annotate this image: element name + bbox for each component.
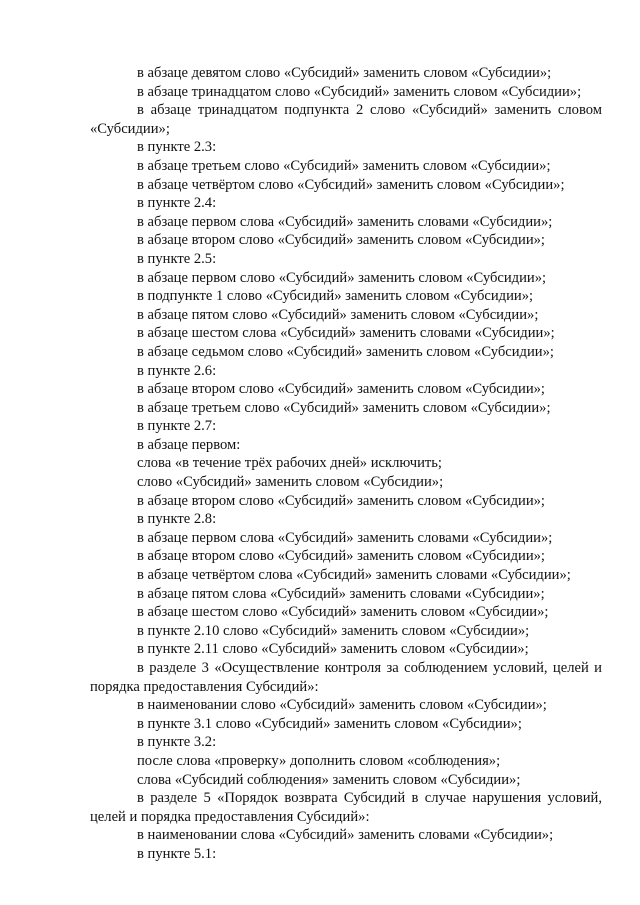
- paragraph: в абзаце втором слово «Субсидий» заменить словом «Субсидии»;: [137, 232, 545, 249]
- paragraph: в абзаце девятом слово «Субсидий» заменить словом «Субсидии»;: [137, 65, 552, 81]
- paragraph: в абзаце седьмом слово «Субсидий» заменить словом «Субсидии»;: [137, 343, 554, 360]
- paragraph: в абзаце втором слово «Субсидий» заменить словом «Субсидии»;: [137, 548, 545, 565]
- paragraph: слово «Субсидий» заменить словом «Субсидии»;: [137, 474, 444, 491]
- paragraph: в пункте 2.6:: [137, 362, 217, 379]
- paragraph: в пункте 2.10 слово «Субсидий» заменить словом «Субсидии»;: [137, 622, 530, 639]
- paragraph: в разделе 5 «Порядок возврата Субсидий в случае нарушения условий, целей и порядка предоставления Субсидий»:: [90, 790, 602, 825]
- paragraph: в абзаце первом:: [137, 436, 241, 453]
- paragraph: в абзаце втором слово «Субсидий» заменить словом «Субсидии»;: [137, 492, 545, 509]
- paragraph: в абзаце тринадцатом слово «Субсидий» заменить словом «Субсидии»;: [137, 83, 582, 100]
- paragraph: в пункте 2.8:: [137, 511, 217, 528]
- paragraph: в разделе 3 «Осуществление контроля за соблюдением условий, целей и порядка предоставления Субсидий»:: [90, 660, 602, 695]
- paragraph: в пункте 5.1:: [137, 845, 217, 862]
- paragraph: в абзаце первом слова «Субсидий» заменить словами «Субсидии»;: [137, 529, 553, 546]
- paragraph: в подпункте 1 слово «Субсидий» заменить словом «Субсидии»;: [137, 288, 534, 305]
- paragraph: слова «в течение трёх рабочих дней» исключить;: [137, 455, 442, 472]
- paragraph: в абзаце пятом слово «Субсидий» заменить словом «Субсидии»;: [137, 306, 539, 323]
- paragraph: в абзаце втором слово «Субсидий» заменить словом «Субсидии»;: [137, 381, 545, 398]
- paragraph: в наименовании слово «Субсидий» заменить словом «Субсидии»;: [137, 697, 547, 714]
- paragraph: в абзаце тринадцатом подпункта 2 слово «Субсидий» заменить словом «Субсидии»;: [90, 102, 602, 137]
- paragraph: в абзаце шестом слово «Субсидий» заменить словом «Субсидии»;: [137, 604, 549, 621]
- paragraph: после слова «проверку» дополнить словом «соблюдения»;: [137, 752, 501, 769]
- paragraph: в пункте 2.7:: [137, 418, 217, 435]
- paragraph: в абзаце третьем слово «Субсидий» заменить словом «Субсидии»;: [137, 157, 551, 174]
- paragraph: в пункте 2.11 слово «Субсидий» заменить словом «Субсидии»;: [137, 641, 529, 658]
- paragraph: в абзаце первом слова «Субсидий» заменить словами «Субсидии»;: [137, 213, 553, 230]
- paragraph: в пункте 2.3:: [137, 139, 217, 156]
- paragraph: в абзаце третьем слово «Субсидий» заменить словом «Субсидии»;: [137, 399, 551, 416]
- paragraph: в пункте 2.4:: [137, 195, 217, 212]
- paragraph: в абзаце первом слово «Субсидий» заменить словом «Субсидии»;: [137, 269, 547, 286]
- paragraph: в пункте 3.2:: [137, 734, 217, 751]
- paragraph: в абзаце шестом слова «Субсидий» заменить словами «Субсидии»;: [137, 325, 555, 342]
- paragraph: в абзаце четвёртом слово «Субсидий» заменить словом «Субсидии»;: [137, 176, 565, 193]
- paragraph: в пункте 3.1 слово «Субсидий» заменить словом «Субсидии»;: [137, 715, 522, 732]
- paragraph: в абзаце пятом слова «Субсидий» заменить словами «Субсидии»;: [137, 585, 545, 602]
- document-page: [90, 64, 602, 864]
- paragraph: в пункте 2.5:: [137, 250, 217, 267]
- paragraph: слова «Субсидий соблюдения» заменить словом «Субсидии»;: [137, 771, 521, 788]
- paragraph: в наименовании слова «Субсидий» заменить словами «Субсидии»;: [137, 827, 554, 844]
- paragraph: в абзаце четвёртом слова «Субсидий» заменить словами «Субсидии»;: [137, 567, 571, 584]
